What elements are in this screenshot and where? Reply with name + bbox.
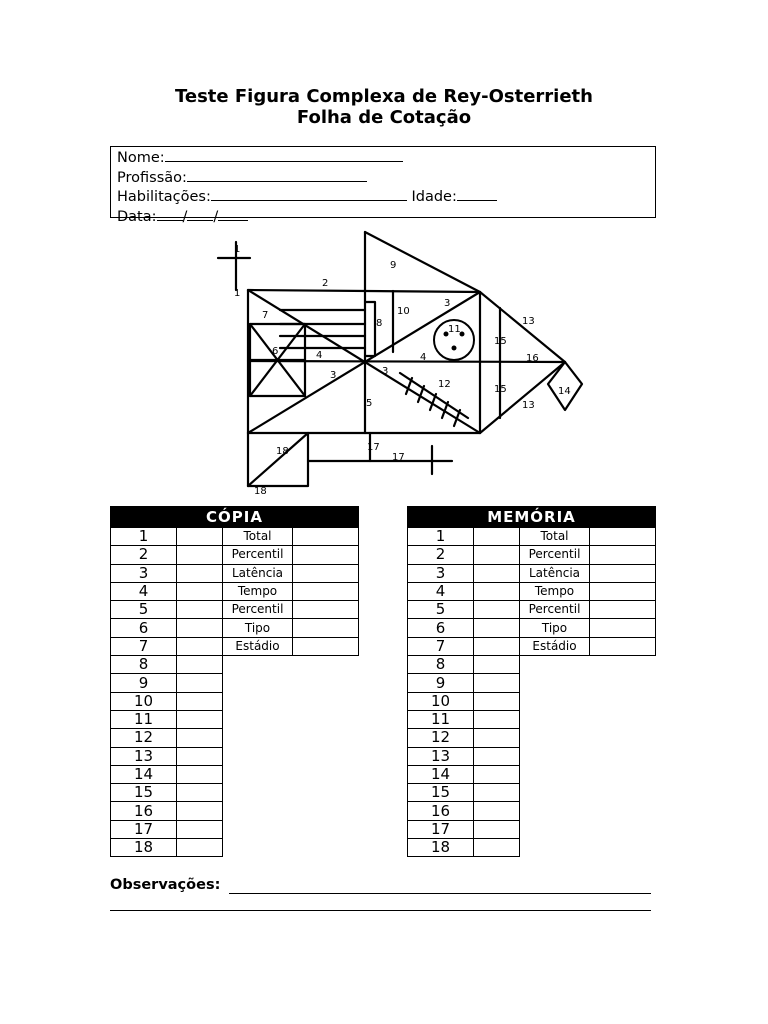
name-line [117, 148, 649, 168]
figure-label: 15 [494, 336, 507, 347]
item-score-cell[interactable] [177, 839, 223, 857]
item-score-cell[interactable] [474, 710, 520, 728]
figure-label: 6 [272, 346, 279, 357]
item-number: 13 [408, 747, 474, 765]
item-number: 10 [408, 692, 474, 710]
summary-value-cell[interactable] [293, 619, 359, 637]
memory-score-table [407, 506, 656, 857]
table-row [408, 637, 656, 655]
item-number: 16 [111, 802, 177, 820]
item-number: 5 [111, 601, 177, 619]
table-row [408, 729, 656, 747]
item-score-cell[interactable] [474, 674, 520, 692]
summary-value-cell[interactable] [590, 528, 656, 546]
age-label: Idade: [411, 189, 457, 205]
figure-label: 17 [367, 442, 380, 453]
empty-space [520, 784, 656, 802]
item-score-cell[interactable] [177, 802, 223, 820]
figure-label: 1 [234, 288, 241, 299]
circle-dot [452, 346, 457, 351]
summary-label: Tempo [520, 582, 590, 600]
table-row [408, 747, 656, 765]
item-score-cell[interactable] [474, 839, 520, 857]
item-score-cell[interactable] [474, 692, 520, 710]
item-score-cell[interactable] [177, 637, 223, 655]
summary-label: Latência [223, 564, 293, 582]
figure-label: 15 [494, 384, 507, 395]
item-score-cell[interactable] [177, 601, 223, 619]
figure-label: 5 [366, 398, 373, 409]
item-score-cell[interactable] [474, 619, 520, 637]
table-row [111, 582, 359, 600]
item-score-cell[interactable] [177, 765, 223, 783]
empty-space [520, 765, 656, 783]
item-number: 16 [408, 802, 474, 820]
empty-space [223, 784, 359, 802]
item-number: 14 [408, 765, 474, 783]
observations-field[interactable] [229, 893, 651, 894]
table-row [408, 765, 656, 783]
date-separator: / [213, 208, 219, 225]
item-score-cell[interactable] [474, 802, 520, 820]
item-number: 2 [408, 546, 474, 564]
item-number: 11 [111, 710, 177, 728]
table-row [408, 528, 656, 546]
table-row [408, 674, 656, 692]
table-row [111, 528, 359, 546]
figure-label: 12 [438, 379, 451, 390]
item-score-cell[interactable] [177, 692, 223, 710]
figure-label: 4 [316, 350, 323, 361]
table-row [111, 820, 359, 838]
figure-label: 18 [254, 486, 267, 497]
figure-label: 4 [420, 352, 427, 363]
empty-space [223, 747, 359, 765]
empty-space [223, 802, 359, 820]
figure-label: 2 [322, 278, 329, 289]
summary-value-cell[interactable] [293, 637, 359, 655]
item-number: 17 [111, 820, 177, 838]
figure-label: 3 [444, 298, 451, 309]
item-score-cell[interactable] [177, 582, 223, 600]
observations-field-continued[interactable] [110, 910, 651, 911]
empty-space [223, 820, 359, 838]
item-score-cell[interactable] [474, 601, 520, 619]
table-row [408, 546, 656, 564]
item-number: 5 [408, 601, 474, 619]
table-row [111, 802, 359, 820]
item-number: 1 [111, 528, 177, 546]
empty-space [223, 674, 359, 692]
table-row [111, 710, 359, 728]
item-number: 3 [111, 564, 177, 582]
memory-table-title: MEMÓRIA [408, 507, 656, 528]
table-row [111, 729, 359, 747]
figure-label: 13 [522, 316, 535, 327]
item-score-cell[interactable] [177, 564, 223, 582]
item-score-cell[interactable] [177, 619, 223, 637]
item-score-cell[interactable] [474, 582, 520, 600]
summary-value-cell[interactable] [590, 637, 656, 655]
summary-value-cell[interactable] [590, 582, 656, 600]
summary-label: Percentil [520, 546, 590, 564]
summary-value-cell[interactable] [590, 619, 656, 637]
item-score-cell[interactable] [474, 546, 520, 564]
item-score-cell[interactable] [474, 820, 520, 838]
profession-label: Profissão: [117, 169, 187, 186]
page-subtitle: Folha de Cotação [296, 107, 472, 128]
item-number: 9 [111, 674, 177, 692]
summary-value-cell[interactable] [293, 546, 359, 564]
summary-label: Tipo [520, 619, 590, 637]
empty-space [223, 656, 359, 674]
item-number: 18 [111, 839, 177, 857]
summary-value-cell[interactable] [293, 582, 359, 600]
empty-space [520, 656, 656, 674]
summary-value-cell[interactable] [590, 601, 656, 619]
item-number: 6 [111, 619, 177, 637]
item-number: 17 [408, 820, 474, 838]
summary-label: Percentil [223, 546, 293, 564]
empty-space [520, 729, 656, 747]
item-number: 12 [408, 729, 474, 747]
copy-table-body [111, 528, 359, 857]
summary-label: Latência [520, 564, 590, 582]
empty-space [520, 820, 656, 838]
item-score-cell[interactable] [177, 747, 223, 765]
qualifications-line [117, 187, 649, 207]
memory-table-body [408, 528, 656, 857]
table-row [111, 692, 359, 710]
figure-label: 8 [376, 318, 383, 329]
qualifications-label: Habilitações: [117, 189, 211, 205]
name-label: Nome: [117, 150, 165, 166]
profession-line [117, 168, 649, 188]
item-score-cell[interactable] [474, 656, 520, 674]
item-number: 10 [111, 692, 177, 710]
figure-label: 10 [397, 306, 410, 317]
item-score-cell[interactable] [474, 729, 520, 747]
item-score-cell[interactable] [474, 637, 520, 655]
empty-space [520, 747, 656, 765]
figure-label: 1 [234, 244, 241, 255]
table-row [408, 784, 656, 802]
table-row [408, 802, 656, 820]
copy-table-title: CÓPIA [111, 507, 359, 528]
table-row [111, 564, 359, 582]
item-number: 3 [408, 564, 474, 582]
figure-label: 7 [262, 310, 269, 321]
summary-label: Percentil [520, 601, 590, 619]
patient-info-box [110, 146, 656, 225]
summary-value-cell[interactable] [293, 601, 359, 619]
item-number: 11 [408, 710, 474, 728]
summary-label: Estádio [223, 637, 293, 655]
item-number: 1 [408, 528, 474, 546]
table-row [408, 692, 656, 710]
figure-label: 14 [558, 386, 571, 397]
figure-label: 3 [330, 370, 337, 381]
table-row [111, 747, 359, 765]
figure-label: 3 [382, 366, 389, 377]
date-label: Data: [117, 208, 157, 225]
figure-label: 17 [392, 452, 405, 463]
figure-label: 9 [390, 260, 397, 271]
rey-osterrieth-figure [210, 228, 590, 500]
table-row [111, 601, 359, 619]
summary-value-cell[interactable] [590, 564, 656, 582]
item-score-cell[interactable] [177, 784, 223, 802]
table-row [111, 637, 359, 655]
figure-label: 11 [448, 324, 461, 335]
empty-space [520, 839, 656, 857]
summary-label: Estádio [520, 637, 590, 655]
empty-space [223, 839, 359, 857]
item-score-cell[interactable] [177, 710, 223, 728]
empty-space [223, 729, 359, 747]
date-month-field[interactable] [187, 207, 213, 221]
table-row [408, 710, 656, 728]
age-field[interactable] [457, 187, 497, 201]
profession-field[interactable] [187, 168, 367, 182]
item-number: 4 [111, 582, 177, 600]
item-score-cell[interactable] [474, 528, 520, 546]
summary-label: Tipo [223, 619, 293, 637]
qualifications-field[interactable] [211, 187, 407, 201]
item-score-cell[interactable] [474, 784, 520, 802]
item-number: 8 [408, 656, 474, 674]
empty-space [223, 765, 359, 783]
observations-label: Observações: [110, 877, 221, 893]
item-number: 8 [111, 656, 177, 674]
copy-score-table [110, 506, 359, 857]
item-number: 15 [408, 784, 474, 802]
figure-label: 18 [276, 446, 289, 457]
table-row [111, 765, 359, 783]
figure-label: 13 [522, 400, 535, 411]
item-score-cell[interactable] [474, 747, 520, 765]
item-number: 18 [408, 839, 474, 857]
table-row [408, 656, 656, 674]
item-number: 12 [111, 729, 177, 747]
item-score-cell[interactable] [177, 528, 223, 546]
table-row [408, 839, 656, 857]
empty-space [223, 692, 359, 710]
empty-space [520, 674, 656, 692]
table-row [408, 619, 656, 637]
page-title: Teste Figura Complexa de Rey-Osterrieth [175, 86, 593, 107]
table-row [408, 820, 656, 838]
name-field[interactable] [165, 148, 403, 162]
item-score-cell[interactable] [177, 729, 223, 747]
date-year-field[interactable] [218, 207, 248, 221]
item-number: 13 [111, 747, 177, 765]
empty-space [520, 802, 656, 820]
summary-label: Total [223, 528, 293, 546]
item-number: 2 [111, 546, 177, 564]
item-number: 14 [111, 765, 177, 783]
table-row [408, 582, 656, 600]
summary-label: Tempo [223, 582, 293, 600]
summary-value-cell[interactable] [590, 546, 656, 564]
table-row [111, 656, 359, 674]
summary-label: Total [520, 528, 590, 546]
item-score-cell[interactable] [474, 765, 520, 783]
item-number: 7 [111, 637, 177, 655]
item-number: 9 [408, 674, 474, 692]
summary-value-cell[interactable] [293, 528, 359, 546]
item-score-cell[interactable] [177, 674, 223, 692]
date-day-field[interactable] [157, 207, 183, 221]
item-score-cell[interactable] [474, 564, 520, 582]
summary-label: Percentil [223, 601, 293, 619]
item-number: 6 [408, 619, 474, 637]
table-row [111, 619, 359, 637]
table-row [111, 546, 359, 564]
figure-label: 16 [526, 353, 539, 364]
empty-space [520, 710, 656, 728]
summary-value-cell[interactable] [293, 564, 359, 582]
item-score-cell[interactable] [177, 656, 223, 674]
item-number: 7 [408, 637, 474, 655]
table-row [111, 784, 359, 802]
item-score-cell[interactable] [177, 820, 223, 838]
empty-space [520, 692, 656, 710]
table-row [408, 564, 656, 582]
empty-space [223, 710, 359, 728]
item-score-cell[interactable] [177, 546, 223, 564]
date-line [117, 207, 649, 227]
date-separator: / [182, 208, 188, 225]
item-number: 4 [408, 582, 474, 600]
item-number: 15 [111, 784, 177, 802]
table-row [111, 839, 359, 857]
table-row [408, 601, 656, 619]
table-row [111, 674, 359, 692]
